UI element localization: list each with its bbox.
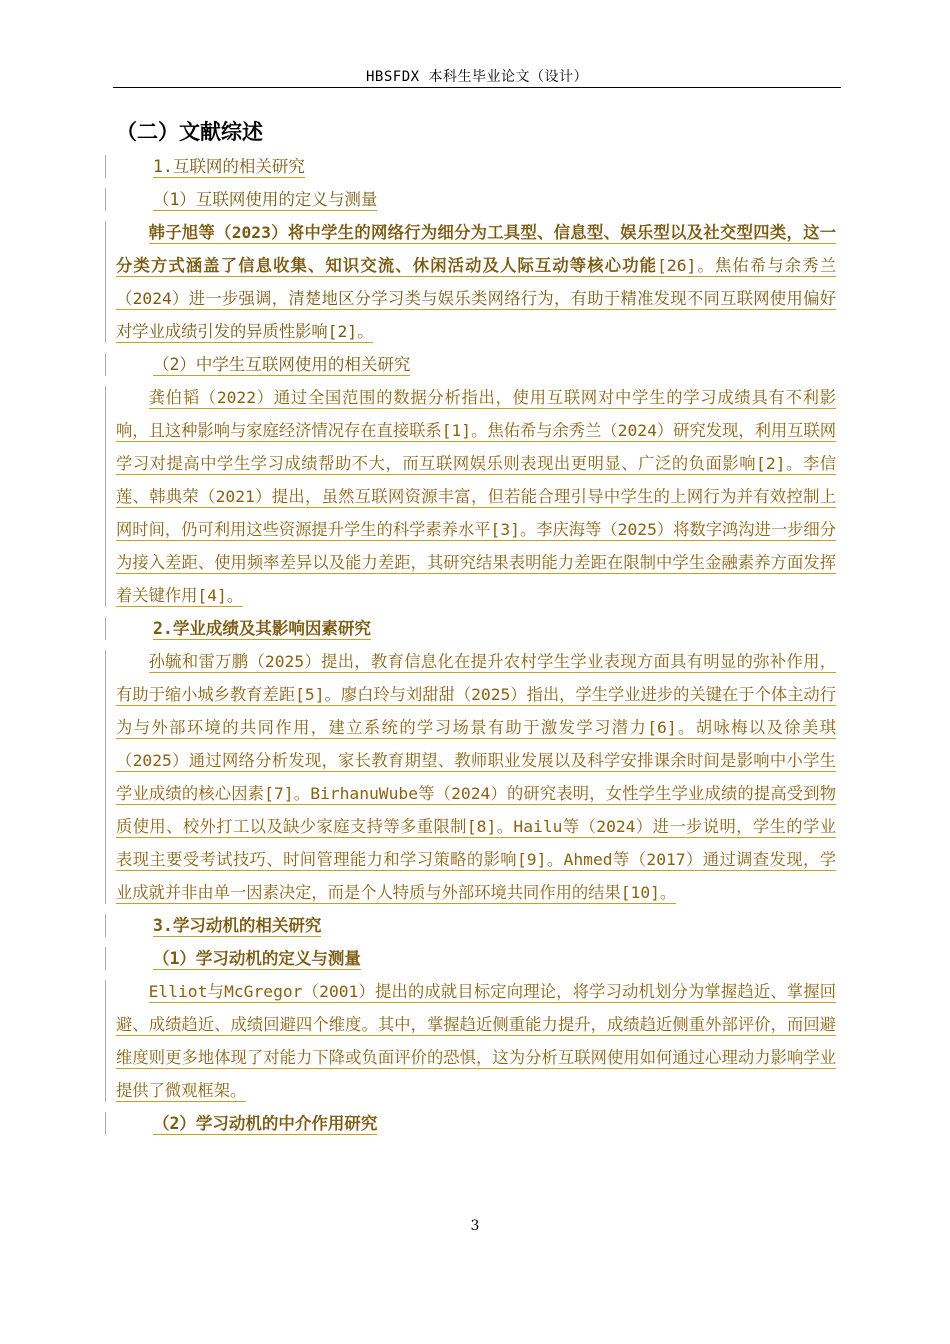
header-rule — [113, 87, 841, 88]
heading-student-internet: （2）中学生互联网使用的相关研究 — [153, 355, 411, 374]
heading-motivation-research: 3.学习动机的相关研究 — [153, 916, 322, 935]
block-heading-3 — [116, 909, 836, 942]
body-content — [116, 150, 836, 1140]
section-title: （二）文献综述 — [116, 120, 263, 144]
heading-academic-performance: 2.学业成绩及其影响因素研究 — [153, 619, 371, 638]
heading-motivation-definition: （1）学习动机的定义与测量 — [153, 949, 361, 968]
block-para-3 — [116, 645, 836, 909]
paragraph-student-internet: 龚伯韬（2022）通过全国范围的数据分析指出，使用互联网对中学生的学习成绩具有不利影响，且这种影响与家庭经济情况存在直接联系[1]。焦佑希与余秀兰（2024）研究发现，利用互联网学习对提高中学生学习成绩帮助不大，而互联网娱乐则表现出更明显、广泛的负面影响[2]。李信莲、韩典荣（2021）提出，虽然互联网资源丰富，但若能合理引导中学生的上网行为并有效控制上网时间，仍可利用这些资源提升学生的科学素养水平[3]。李庆海等（2025）将数字鸿沟进一步细分为接入差距、使用频率差异以及能力差距，其研究结果表明能力差距在限制中学生金融素养方面发挥着关键作用[4]。 — [116, 388, 836, 605]
paragraph-motivation-definition: Elliot与McGregor（2001）提出的成就目标定向理论，将学习动机划分为掌握趋近、掌握回避、成绩趋近、成绩回避四个维度。其中，掌握趋近侧重能力提升，成绩趋近侧重外部评价，而回避维度则更多地体现了对能力下降或负面评价的恐惧，这为分析互联网使用如何通过心理动力影响学业提供了微观框架。 — [116, 982, 836, 1100]
paragraph-internet-definition: 韩子旭等（2023）将中学生的网络行为细分为工具型、信息型、娱乐型以及社交型四类，这一分类方式涵盖了信息收集、知识交流、休闲活动及人际互动等核心功能[26]。焦佑希与余秀兰（2024）进一步强调，清楚地区分学习类与娱乐类网络行为，有助于精准发现不同互联网使用偏好对学业成绩引发的异质性影响[2]。 — [116, 223, 836, 341]
heading-motivation-mediation: （2）学习动机的中介作用研究 — [153, 1114, 378, 1133]
block-heading-1-1 — [116, 183, 836, 216]
block-heading-1-2 — [116, 348, 836, 381]
paragraph-academic-performance: 孙毓和雷万鹏（2025）提出，教育信息化在提升农村学生学业表现方面具有明显的弥补作用，有助于缩小城乡教育差距[5]。廖白玲与刘甜甜（2025）指出，学生学业进步的关键在于个体主动行为与外部环境的共同作用，建立系统的学习场景有助于激发学习潜力[6]。胡咏梅以及徐美琪（2025）通过网络分析发现，家长教育期望、教师职业发展以及科学安排课余时间是影响中小学生学业成绩的核心因素[7]。BirhanuWube等（2024）的研究表明，女性学生学业成绩的提高受到物质使用、校外打工以及缺少家庭支持等多重限制[8]。Hailu等（2024）进一步说明，学生的学业表现主要受考试技巧、时间管理能力和学习策略的影响[9]。Ahmed等（2017）通过调查发现，学业成就并非由单一因素决定，而是个人特质与外部环境共同作用的结果[10]。 — [116, 652, 836, 902]
block-heading-1 — [116, 150, 836, 183]
heading-internet-definition: （1）互联网使用的定义与测量 — [153, 190, 378, 209]
heading-internet-research: 1.互联网的相关研究 — [153, 157, 305, 176]
block-heading-2 — [116, 612, 836, 645]
running-header: HBSFDX 本科生毕业论文（设计） — [365, 69, 588, 85]
page-number: 3 — [470, 1218, 480, 1234]
block-para-1 — [116, 216, 836, 348]
block-para-4 — [116, 975, 836, 1107]
block-heading-3-1 — [116, 942, 836, 975]
block-heading-3-2 — [116, 1107, 836, 1140]
block-para-2 — [116, 381, 836, 612]
